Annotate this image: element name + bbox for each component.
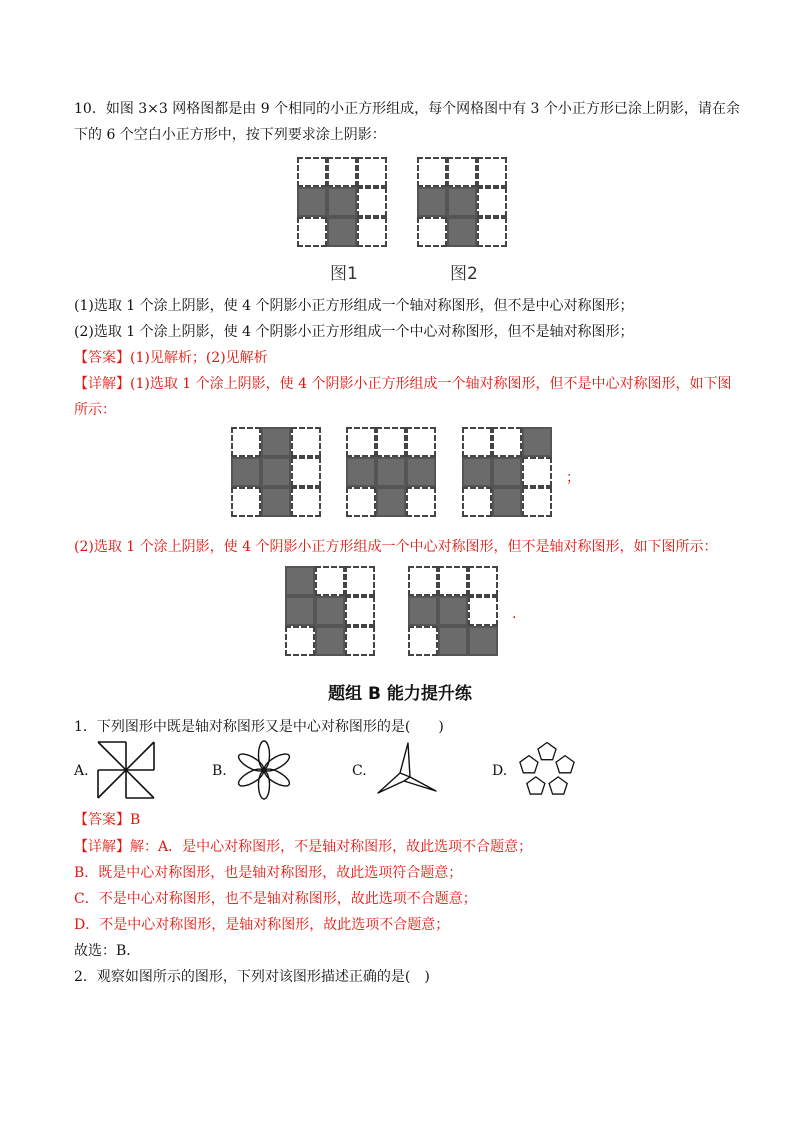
- q1-detail-b: B．既是中心对称图形，也是轴对称图形，故此选项符合题意；: [74, 865, 463, 881]
- shaded-grid-cell: [231, 457, 261, 487]
- pentagon-shape: [527, 777, 545, 794]
- q1-detail-d: D．不是中心对称图形，是轴对称图形，故此选项不合题意；: [74, 917, 450, 933]
- shaded-grid-cell: [376, 487, 406, 517]
- answer-1-end-mark: ；: [566, 470, 580, 486]
- q10-detail-1-line-b: 所示：: [74, 402, 116, 418]
- triangle-star-figure-icon: [374, 741, 438, 799]
- flower-figure-icon: [232, 738, 296, 802]
- blank-grid-cell: [327, 157, 357, 187]
- blank-grid-cell: [468, 566, 498, 596]
- q2-stem: 2．观察如图所示的图形，下列对该图形描述正确的是( ): [74, 969, 430, 985]
- shaded-grid-cell: [462, 457, 492, 487]
- blank-grid-cell: [297, 157, 327, 187]
- answer-1-grid-c: [462, 427, 552, 517]
- blank-grid-cell: [447, 157, 477, 187]
- blank-grid-cell: [406, 427, 436, 457]
- pentagon-shape: [549, 777, 567, 794]
- option-c-label: C.: [352, 763, 367, 779]
- shaded-grid-cell: [327, 217, 357, 247]
- blank-grid-cell: [406, 487, 436, 517]
- shaded-grid-cell: [438, 596, 468, 626]
- shaded-grid-cell: [447, 187, 477, 217]
- blank-grid-cell: [291, 427, 321, 457]
- blank-grid-cell: [357, 217, 387, 247]
- option-b-label: B.: [212, 763, 227, 779]
- answer-2-grid-b: [408, 566, 498, 656]
- blank-grid-cell: [346, 427, 376, 457]
- blank-grid-cell: [522, 487, 552, 517]
- q1-detail-a: 【详解】解：A．是中心对称图形，不是轴对称图形，故此选项不合题意；: [74, 839, 533, 855]
- blank-grid-cell: [492, 427, 522, 457]
- blank-grid-cell: [477, 217, 507, 247]
- shaded-grid-cell: [522, 427, 552, 457]
- blank-grid-cell: [345, 566, 375, 596]
- shaded-grid-cell: [285, 596, 315, 626]
- blank-grid-cell: [315, 566, 345, 596]
- shaded-grid-cell: [261, 427, 291, 457]
- blank-grid-cell: [462, 427, 492, 457]
- shaded-grid-cell: [261, 487, 291, 517]
- answer-2-grid-a: [285, 566, 375, 656]
- shaded-grid-cell: [468, 626, 498, 656]
- shaded-grid-cell: [376, 457, 406, 487]
- figure-2-caption: 图2: [450, 264, 478, 284]
- blank-grid-cell: [291, 487, 321, 517]
- answer-1-grid-b: [346, 427, 436, 517]
- blank-grid-cell: [346, 487, 376, 517]
- shaded-grid-cell: [406, 457, 436, 487]
- blank-grid-cell: [357, 187, 387, 217]
- blank-grid-cell: [522, 457, 552, 487]
- blank-grid-cell: [357, 157, 387, 187]
- shaded-grid-cell: [285, 566, 315, 596]
- blank-grid-cell: [231, 487, 261, 517]
- answer-1-grid-a: [231, 427, 321, 517]
- blank-grid-cell: [468, 596, 498, 626]
- figure-2-grid: [417, 157, 507, 247]
- blank-grid-cell: [477, 187, 507, 217]
- blank-grid-cell: [462, 487, 492, 517]
- q10-detail-2: (2)选取 1 个涂上阴影，使 4 个阴影小正方形组成一个中心对称图形，但不是轴对称图形，如下图所示：: [74, 539, 718, 555]
- q10-intro-line-2: 下的 6 个空白小正方形中，按下列要求涂上阴影：: [74, 127, 386, 143]
- q1-conclusion: 故选：B．: [74, 943, 141, 959]
- q1-detail-c: C．不是中心对称图形，也不是轴对称图形，故此选项不合题意；: [74, 891, 477, 907]
- blank-grid-cell: [231, 427, 261, 457]
- q10-answer: 【答案】(1)见解析；(2)见解析: [74, 350, 268, 366]
- shaded-grid-cell: [492, 457, 522, 487]
- shaded-grid-cell: [417, 187, 447, 217]
- figure-1-caption: 图1: [330, 264, 358, 284]
- option-a-label: A.: [74, 763, 89, 779]
- q1-answer: 【答案】B: [74, 812, 141, 828]
- answer-2-end-mark: .: [512, 606, 517, 622]
- q10-detail-1-line-a: 【详解】(1)选取 1 个涂上阴影，使 4 个阴影小正方形组成一个轴对称图形，但不是中心对称图形，如下图: [74, 376, 732, 392]
- shaded-grid-cell: [297, 187, 327, 217]
- shaded-grid-cell: [327, 187, 357, 217]
- shaded-grid-cell: [261, 457, 291, 487]
- q1-stem: 1．下列图形中既是轴对称图形又是中心对称图形的是( ): [74, 719, 444, 735]
- figure-1-grid: [297, 157, 387, 247]
- blank-grid-cell: [291, 457, 321, 487]
- blank-grid-cell: [297, 217, 327, 247]
- shaded-grid-cell: [346, 457, 376, 487]
- pentagon-shape: [520, 756, 538, 773]
- blank-grid-cell: [345, 596, 375, 626]
- pentagon-ring-figure-icon: [515, 739, 579, 803]
- blank-grid-cell: [417, 217, 447, 247]
- q10-intro-line-1: 10．如图 3×3 网格图都是由 9 个相同的小正方形组成，每个网格图中有 3 个小正方形已涂上阴影，请在余: [74, 101, 740, 117]
- shaded-grid-cell: [438, 626, 468, 656]
- blank-grid-cell: [408, 566, 438, 596]
- blank-grid-cell: [285, 626, 315, 656]
- blank-grid-cell: [477, 157, 507, 187]
- blank-grid-cell: [345, 626, 375, 656]
- q10-requirement-1: (1)选取 1 个涂上阴影，使 4 个阴影小正方形组成一个轴对称图形，但不是中心对称图形；: [74, 298, 634, 314]
- q10-requirement-2: (2)选取 1 个涂上阴影，使 4 个阴影小正方形组成一个中心对称图形，但不是轴对称图形；: [74, 324, 634, 340]
- shaded-grid-cell: [315, 596, 345, 626]
- pentagon-shape: [556, 756, 574, 773]
- shaded-grid-cell: [315, 626, 345, 656]
- pentagon-shape: [538, 743, 556, 760]
- pinwheel-figure-icon: [97, 741, 155, 799]
- blank-grid-cell: [408, 626, 438, 656]
- shaded-grid-cell: [492, 487, 522, 517]
- option-d-label: D.: [492, 763, 508, 779]
- blank-grid-cell: [376, 427, 406, 457]
- section-b-heading: 题组 B 能力提升练: [328, 684, 472, 704]
- blank-grid-cell: [438, 566, 468, 596]
- blank-grid-cell: [417, 157, 447, 187]
- shaded-grid-cell: [408, 596, 438, 626]
- shaded-grid-cell: [447, 217, 477, 247]
